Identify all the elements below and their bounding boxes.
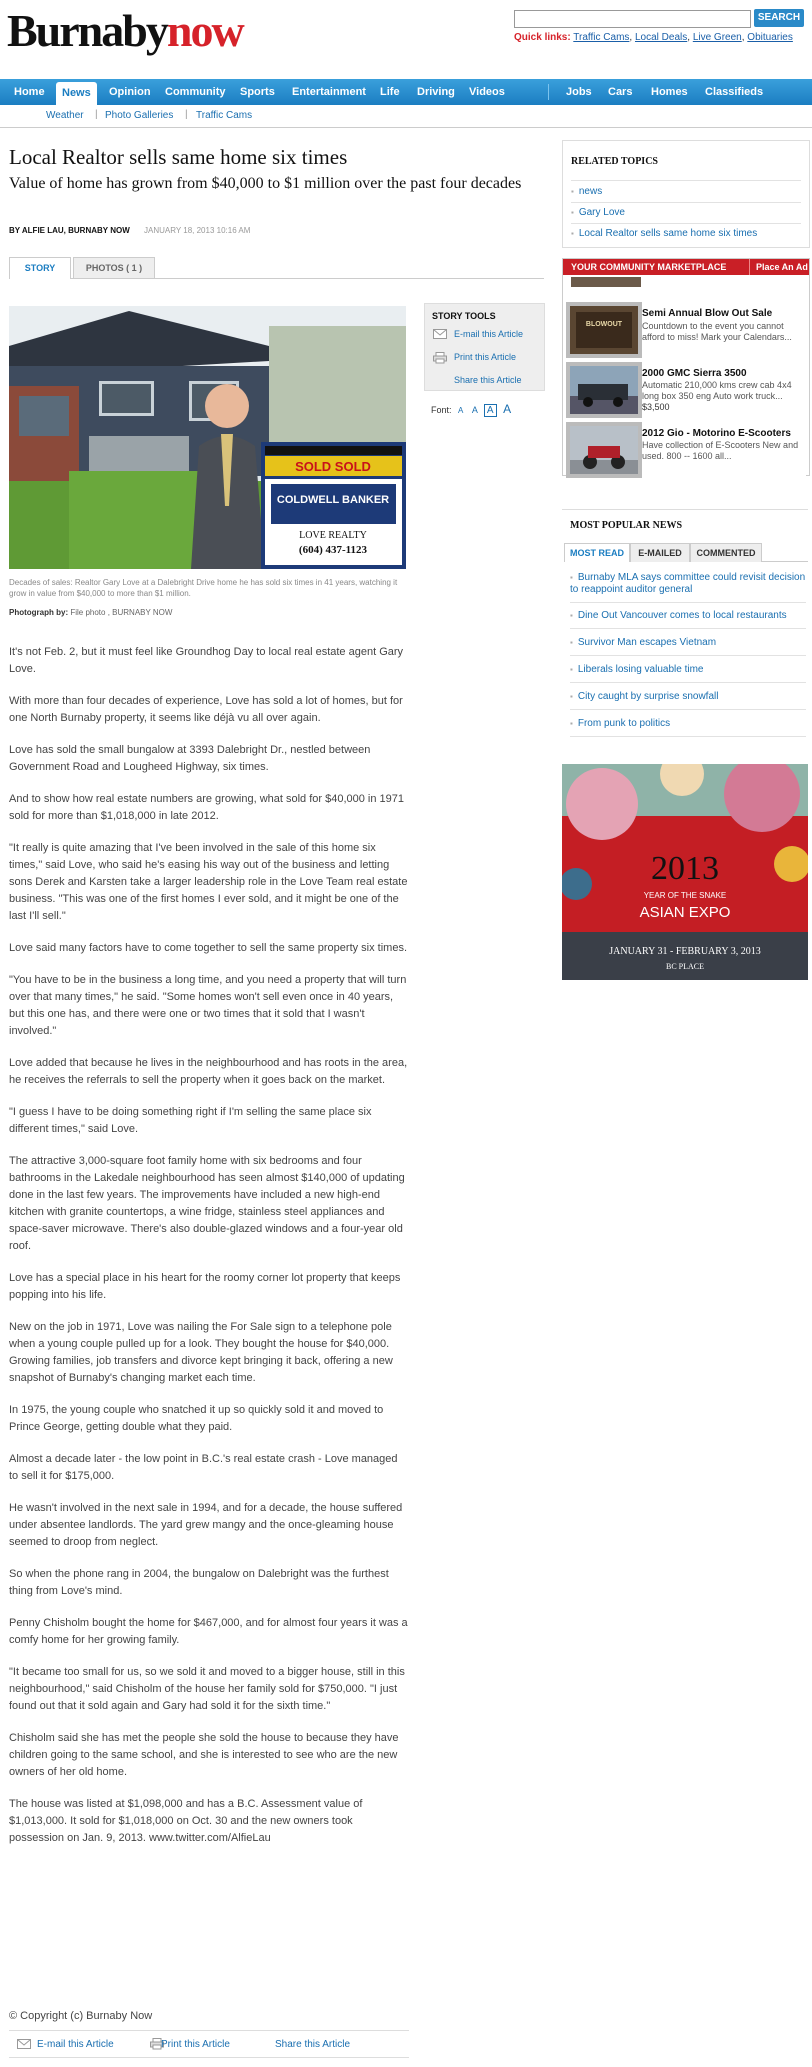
font-size-medium[interactable]: A [471,405,478,415]
sub-nav [0,105,812,128]
article-body [9,644,409,1862]
site-logo[interactable] [7,6,243,56]
search-input[interactable] [514,10,751,28]
paragraph: He wasn't involved in the next sale in 1994, and for a decade, the house suffered under absentee landlords. The yard grew mangy and the once-gleaming house seemed to droop from neglect. [9,1502,403,1548]
popular-item[interactable]: ▪ From punk to politics [570,718,806,730]
article-author: BY ALFIE LAU, BURNABY NOW [9,226,130,235]
most-popular-title: MOST POPULAR NEWS [570,520,683,531]
logo-text-now: now [166,5,243,56]
related-item[interactable]: ▪ Gary Love [571,207,625,218]
paragraph: Love said many factors have to come together to sell the same property six times. [9,942,408,954]
tab-commented[interactable]: COMMENTED [690,543,762,562]
nav-sports[interactable]: Sports [240,86,275,98]
font-label: Font: [431,405,452,415]
nav-news[interactable]: News [56,82,97,105]
story-tools-title: STORY TOOLS [432,311,496,321]
quick-link-live-green[interactable]: Live Green [692,32,742,43]
tab-most-read[interactable]: MOST READ [564,543,630,562]
logo-text-burnaby: Burnaby [7,5,167,56]
divider [570,736,806,737]
share-article-link[interactable]: Share this Article [454,375,522,385]
paragraph: With more than four decades of experience, Love has sold a lot of homes, but for one North Burnaby property, it seems like déjà vu all over again. [9,695,403,724]
nav-jobs[interactable]: Jobs [566,86,592,98]
nav-driving[interactable]: Driving [417,86,455,98]
subnav-separator: | [185,109,188,120]
nav-home[interactable]: Home [14,86,45,98]
subnav-traffic-cams[interactable]: Traffic Cams [196,110,253,121]
nav-community[interactable]: Community [165,86,226,98]
marketplace-item-price: $3,500 [642,402,670,412]
font-size-large[interactable]: A [484,404,497,417]
marketplace-header [563,259,809,275]
story-tools [424,303,545,391]
subnav-weather[interactable]: Weather [46,110,84,121]
nav-opinion[interactable]: Opinion [109,86,151,98]
paragraph: "I guess I have to be doing something right if I'm selling the same place six different times," said Love. [9,1106,372,1135]
related-item[interactable]: ▪ Local Realtor sells same home six times [571,228,757,239]
most-popular-tabs [564,543,808,562]
email-icon [433,329,447,339]
article-photo[interactable] [9,306,406,569]
divider [571,202,801,203]
nav-cars[interactable]: Cars [608,86,633,98]
article-date: JANUARY 18, 2013 10:16 AM [143,226,251,235]
quick-links: Quick links: Traffic Cams, Local Deals, Live Green, Obituaries [514,32,793,43]
paragraph: New on the job in 1971, Love was nailing the For Sale sign to a telephone pole when a young couple pulled up for a look. They bought the house for $40,000. Growing families, job transfers and divorce kept bringing it back, offering a new snapshot of Burnaby's changing market each time. [9,1321,393,1384]
related-topics [562,140,810,248]
popular-item[interactable]: ▪ Burnaby MLA says committee could revisit decision to reappoint auditor general [570,572,806,596]
marketplace-title: YOUR COMMUNITY MARKETPLACE [571,262,727,272]
community-marketplace [562,258,810,476]
tab-e-mailed[interactable]: E-MAILED [630,543,690,562]
paragraph: The house was listed at $1,098,000 and has a B.C. Assessment value of $1,013,000. It sold for $1,018,000 on Oct. 30 and the new owners took possession on Jan. 9, 2013. www.twitter.com/AlfieLau [9,1798,363,1844]
marketplace-thumb [570,366,638,414]
paragraph: Love has sold the small bungalow at 3393 Dalebright Dr., nestled between Government Road and Lougheed Highway, six times. [9,744,371,773]
font-size-small[interactable]: A [458,406,464,415]
sign-phone-text: (604) 437-1123 [298,544,368,556]
divider [571,180,801,181]
marketplace-item-desc: Countdown to the event you cannot afford to miss! Mark your Calendars... [642,321,792,342]
marketplace-item-desc: Have collection of E-Scooters New and used. 800 -- 1600 all... [642,440,799,461]
paragraph: So when the phone rang in 2004, the bungalow on Dalebright was the furthest thing from Love's mind. [9,1568,389,1597]
quick-link-local-deals[interactable]: Local Deals [634,32,688,43]
marketplace-thumb [570,306,638,354]
divider [570,682,806,683]
nav-classifieds[interactable]: Classifieds [705,86,764,98]
credit-value: File photo , BURNABY NOW [70,608,173,617]
article-tabs [9,257,544,279]
popular-item[interactable]: ▪ Dine Out Vancouver comes to local restaurants [570,610,806,622]
email-article-link[interactable]: E-mail this Article [454,329,524,339]
bottom-email-link[interactable]: E-mail this Article [37,2039,114,2050]
search-box [514,9,801,28]
nav-life[interactable]: Life [380,86,400,98]
marketplace-item-text [642,302,806,358]
quick-links-label: Quick links: [514,32,571,43]
tab-photos[interactable]: PHOTOS ( 1 ) [73,257,155,278]
popular-item[interactable]: ▪ Survivor Man escapes Vietnam [570,637,806,649]
font-size-tools [431,402,511,416]
bottom-share-link[interactable]: Share this Article [275,2039,351,2050]
print-article-link[interactable]: Print this Article [454,352,517,362]
related-item[interactable]: ▪ news [571,186,602,197]
divider [570,655,806,656]
sign-sold-text: SOLD SOLD [295,459,371,474]
paragraph: The attractive 3,000-square foot family home with six bedrooms and four bathrooms in the Lakedale neighbourhood has seen almost $140,000 of updating done in the last few years. The improvements have included a new high-end kitchen with granite countertops, a wine fridge, stainless steel appliances and space-saver microwave. There's also double-glazed windows and a four-year old roof. [9,1155,405,1252]
marketplace-item[interactable] [566,422,806,478]
nav-homes[interactable]: Homes [651,86,688,98]
divider [570,602,806,603]
marketplace-thumb [570,426,638,474]
byline [9,226,250,235]
marketplace-partial-thumb [571,277,641,287]
quick-link-traffic-cams[interactable]: Traffic Cams [573,32,630,43]
ad-line2: ASIAN EXPO [639,904,731,921]
sign-brand-text: COLDWELL BANKER [276,494,390,506]
nav-videos[interactable]: Videos [469,86,505,98]
marketplace-item[interactable] [566,362,806,418]
paragraph: "It became too small for us, so we sold it and moved to a bigger house, still in this neighbourhood," said Chisholm of the house her family sold for $750,000. "I just found out that it sold again and Gary had sold it for the sixth time." [9,1666,405,1712]
marketplace-item-desc: Automatic 210,000 kms crew cab 4x4 long box 350 eng Auto work truck... [642,380,792,401]
copyright: © Copyright (c) Burnaby Now [9,2010,153,2022]
related-title: RELATED TOPICS [571,156,658,167]
bottom-story-tools [9,2030,409,2058]
ad-venue: BC PLACE [665,962,705,971]
marketplace-item-title: 2012 Gio - Motorino E-Scooters [642,428,791,439]
paragraph: Almost a decade later - the low point in B.C.'s real estate crash - Love managed to sell it for $175,000. [9,1453,398,1482]
marketplace-item-text [642,362,806,418]
paragraph: "It really is quite amazing that I've been involved in the sale of this home six times," said Love, who said he's easing his way out of the business and letting sons Derek and Karsten take a larger leadership role in the Love Team real estate business. "This was one of the first homes I ever sold, and it might be one of the last I'll sell." [9,842,408,922]
ad-dates: JANUARY 31 - FEBRUARY 3, 2013 [609,946,761,957]
bottom-print-link[interactable]: Print this Article [161,2039,230,2050]
article-title: Local Realtor sells same home six times [9,145,348,169]
divider [570,709,806,710]
divider [570,628,806,629]
article-subtitle: Value of home has grown from $40,000 to $1 million over the past four decades [9,175,522,192]
paragraph: And to show how real estate numbers are growing, what sold for $40,000 in 1971 sold for more than $1,018,000 in late 2012. [9,793,405,822]
marketplace-item-title: Semi Annual Blow Out Sale [642,308,773,319]
photo-credit [9,608,172,617]
asian-expo-ad[interactable] [562,764,808,980]
ad-year: 2013 [651,850,719,887]
divider [571,223,801,224]
svg-text:BLOWOUT: BLOWOUT [585,321,623,328]
paragraph: "You have to be in the business a long time, and you need a property that will turn over that many times," he said. "Some homes won't sell even once in 40 years, but this one has, and there were one or two times that it sold that I wasn't involved." [9,974,407,1037]
subnav-photo-galleries[interactable]: Photo Galleries [105,110,174,121]
font-size-xlarge[interactable]: A [503,402,512,416]
nav-divider [548,84,549,100]
paragraph: Love has a special place in his heart for the roomy corner lot property that keeps popping into his life. [9,1272,401,1301]
marketplace-item[interactable] [566,302,806,358]
sign-office-text: LOVE REALTY [299,530,367,541]
print-icon [433,352,447,364]
paragraph: In 1975, the young couple who snatched it up so quickly sold it and moved to Prince George, getting double what they paid. [9,1404,384,1433]
popular-item[interactable]: ▪ City caught by surprise snowfall [570,691,806,703]
tab-story[interactable]: STORY [9,257,71,279]
quick-link-obituaries[interactable]: Obituaries [747,32,793,43]
nav-entertainment[interactable]: Entertainment [292,86,366,98]
photo-caption: Decades of sales: Realtor Gary Love at a Dalebright Drive home he has sold six times in 41 years, watching it grow in value from $40,000 to more than $1 million. [9,578,398,598]
most-popular-news [562,509,808,745]
ad-line1: YEAR OF THE SNAKE [643,891,727,900]
paragraph: Chisholm said she has met the people she sold the house to because they have children going to the same school, and she is interested to see who are the new owners of her old home. [9,1732,399,1778]
email-icon [17,2039,31,2049]
place-ad-link[interactable]: Place An Ad [749,259,808,275]
credit-label: Photograph by: [9,608,69,617]
paragraph: Penny Chisholm bought the home for $467,000, and for almost four years it was a comfy home for her growing family. [9,1617,408,1646]
search-button[interactable]: SEARCH [754,9,804,27]
paragraph: It's not Feb. 2, but it must feel like Groundhog Day to local real estate agent Gary Love. [9,646,404,675]
marketplace-item-text [642,422,806,478]
marketplace-item-title: 2000 GMC Sierra 3500 [642,368,747,379]
popular-item[interactable]: ▪ Liberals losing valuable time [570,664,806,676]
main-nav [0,79,812,105]
paragraph: Love added that because he lives in the neighbourhood and has roots in the area, he receives the referrals to sell the property when it goes back on the market. [9,1057,408,1086]
subnav-separator: | [95,109,98,120]
